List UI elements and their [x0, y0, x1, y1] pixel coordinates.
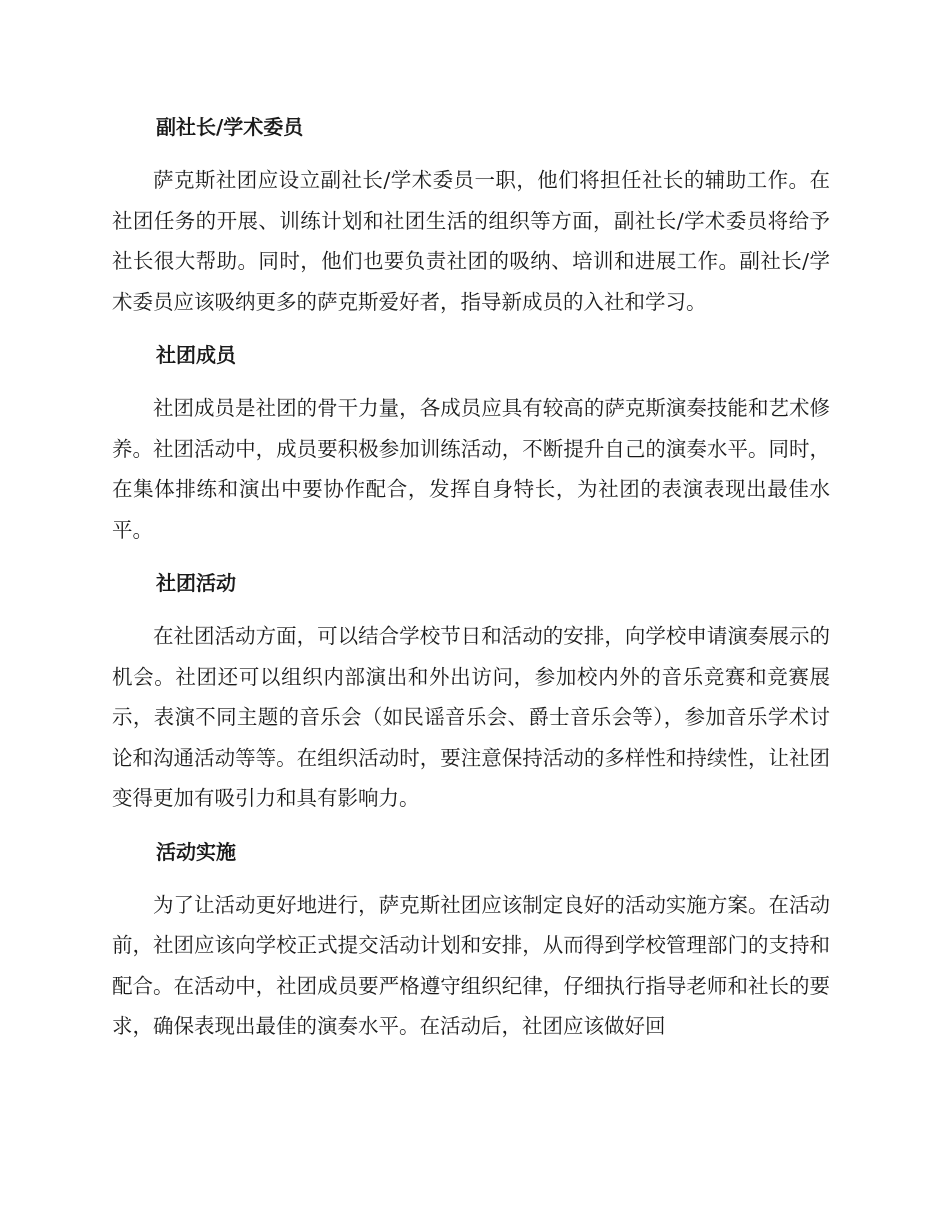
section-vice-president — [112, 110, 830, 322]
section-heading: 社团活动 — [156, 571, 236, 595]
section-paragraph: 社团成员是社团的骨干力量，各成员应具有较高的萨克斯演奏技能和艺术修养。社团活动中，成员要积极参加训练活动，不断提升自己的演奏水平。同时，在集体排练和演出中要协作配合，发挥自身特长，为社团的表演表现出最佳水平。 — [112, 396, 830, 542]
section-members — [112, 338, 830, 550]
section-heading: 活动实施 — [156, 839, 236, 864]
section-paragraph: 萨克斯社团应设立副社长/学术委员一职，他们将担任社长的辅助工作。在社团任务的开展、训练计划和社团生活的组织等方面，副社长/学术委员将给予社长很大帮助。同时，他们也要负责社团的吸纳、培训和进展工作。副社长/学术委员应该吸纳更多的萨克斯爱好者，指导新成员的入社和学习。 — [112, 168, 830, 314]
document-page — [112, 110, 830, 1063]
section-heading: 社团成员 — [156, 343, 236, 367]
section-paragraph: 为了让活动更好地进行，萨克斯社团应该制定良好的活动实施方案。在活动前，社团应该向学校正式提交活动计划和安排，从而得到学校管理部门的支持和配合。在活动中，社团成员要严格遵守组织纪律，仔细执行指导老师和社长的要求，确保表现出最佳的演奏水平。在活动后，社团应该做好回 — [112, 892, 830, 1038]
section-heading: 副社长/学术委员 — [156, 115, 304, 139]
section-paragraph: 在社团活动方面，可以结合学校节日和活动的安排，向学校申请演奏展示的机会。社团还可以组织内部演出和外出访问，参加校内外的音乐竞赛和竞赛展示，表演不同主题的音乐会（如民谣音乐会、爵士音乐会等），参加音乐学术讨论和沟通活动等等。在组织活动时，要注意保持活动的多样性和持续性，让社团变得更加有吸引力和具有影响力。 — [112, 624, 830, 810]
section-implementation — [112, 835, 830, 1047]
section-activities — [112, 566, 830, 819]
